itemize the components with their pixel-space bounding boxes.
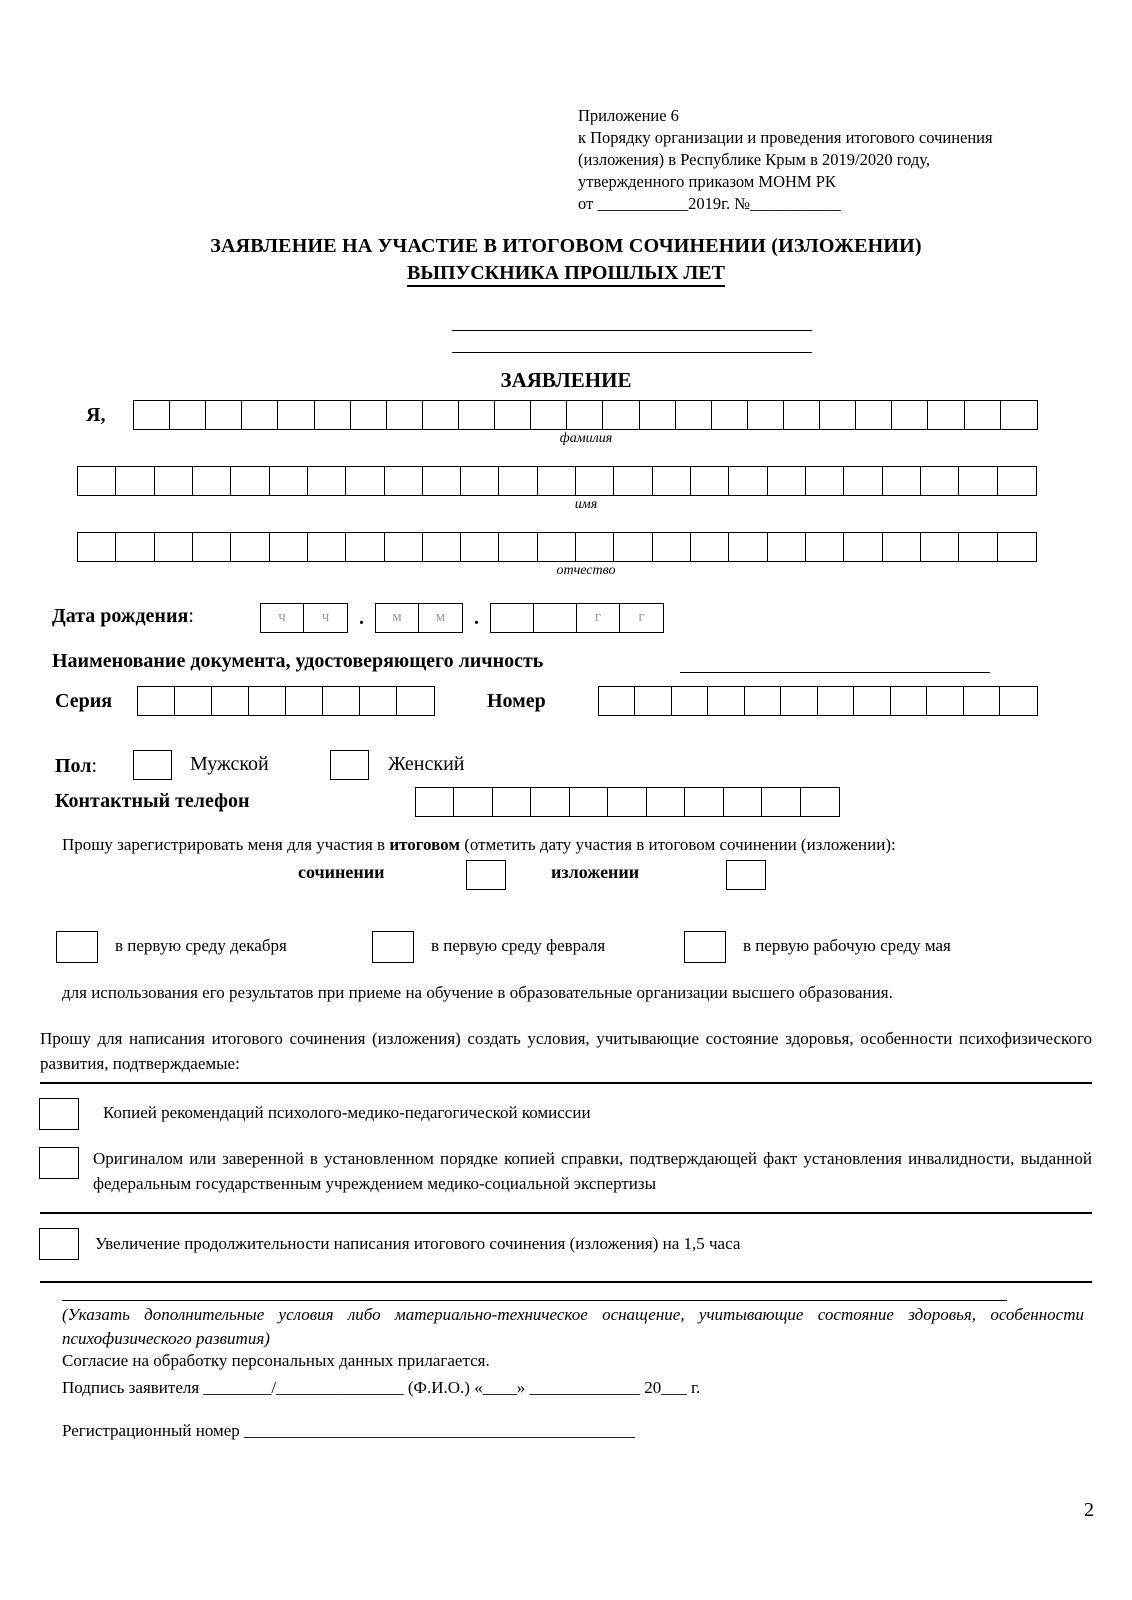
condition-extra-time-checkbox[interactable] — [39, 1228, 79, 1260]
patronymic-cell-19[interactable] — [768, 533, 806, 561]
gender-label-text: Пол — [55, 755, 92, 777]
number-cell-6[interactable] — [781, 687, 817, 715]
phone-label: Контактный телефон — [55, 790, 250, 812]
surname-cell-8[interactable] — [387, 401, 423, 429]
patronymic-cell-12[interactable] — [499, 533, 537, 561]
surname-cell-19[interactable] — [784, 401, 820, 429]
surname-cell-24[interactable] — [965, 401, 1001, 429]
conditions-divider-3 — [40, 1281, 1092, 1283]
number-cell-9[interactable] — [891, 687, 927, 715]
number-cell-1[interactable] — [599, 687, 635, 715]
birth-day-cell-2[interactable]: ч — [321, 609, 330, 625]
patronymic-cell-3[interactable] — [155, 533, 193, 561]
firstname-cell-21[interactable] — [844, 467, 882, 495]
statement-heading: ЗАЯВЛЕНИЕ — [500, 368, 632, 392]
birth-month-input[interactable] — [375, 603, 463, 633]
surname-cell-3[interactable] — [206, 401, 242, 429]
surname-cell-5[interactable] — [278, 401, 314, 429]
option-exposition-checkbox[interactable] — [726, 860, 766, 890]
phone-cell-6[interactable] — [608, 788, 646, 816]
surname-cell-15[interactable] — [640, 401, 676, 429]
phone-cell-7[interactable] — [647, 788, 685, 816]
option-exposition-label: изложении — [551, 862, 640, 882]
patronymic-cell-23[interactable] — [921, 533, 959, 561]
surname-cell-1[interactable] — [134, 401, 170, 429]
number-cell-12[interactable] — [1000, 687, 1036, 715]
firstname-cell-23[interactable] — [921, 467, 959, 495]
firstname-cell-13[interactable] — [538, 467, 576, 495]
phone-cell-3[interactable] — [493, 788, 531, 816]
firstname-cell-6[interactable] — [270, 467, 308, 495]
phone-cell-8[interactable] — [685, 788, 723, 816]
surname-cell-13[interactable] — [567, 401, 603, 429]
surname-cell-7[interactable] — [351, 401, 387, 429]
surname-cell-9[interactable] — [423, 401, 459, 429]
firstname-cell-10[interactable] — [423, 467, 461, 495]
firstname-cell-22[interactable] — [883, 467, 921, 495]
surname-cell-4[interactable] — [242, 401, 278, 429]
firstname-cell-14[interactable] — [576, 467, 614, 495]
number-cell-11[interactable] — [964, 687, 1000, 715]
firstname-cell-4[interactable] — [193, 467, 231, 495]
number-input[interactable] — [598, 686, 1038, 716]
surname-cell-17[interactable] — [712, 401, 748, 429]
firstname-cell-8[interactable] — [346, 467, 384, 495]
firstname-input[interactable] — [77, 466, 1037, 496]
firstname-cell-11[interactable] — [461, 467, 499, 495]
patronymic-cell-9[interactable] — [385, 533, 423, 561]
appendix-header-line-2: к Порядку организации и проведения итогового сочинения — [578, 128, 993, 147]
phone-input[interactable] — [415, 787, 840, 817]
phone-cell-2[interactable] — [454, 788, 492, 816]
firstname-cell-15[interactable] — [614, 467, 652, 495]
patronymic-caption: отчество — [556, 563, 616, 578]
series-cell-2[interactable] — [175, 687, 212, 715]
birth-year-cell-1[interactable] — [491, 604, 534, 632]
gender-male-label: Мужской — [190, 753, 269, 775]
surname-cell-25[interactable] — [1001, 401, 1037, 429]
patronymic-cell-24[interactable] — [959, 533, 997, 561]
additional-conditions-input[interactable] — [62, 1300, 1007, 1301]
date-december-checkbox[interactable] — [56, 931, 98, 963]
surname-cell-12[interactable] — [531, 401, 567, 429]
series-cell-6[interactable] — [323, 687, 360, 715]
firstname-cell-18[interactable] — [729, 467, 767, 495]
page-number: 2 — [1084, 1499, 1094, 1521]
series-label: Серия — [55, 690, 113, 712]
firstname-cell-7[interactable] — [308, 467, 346, 495]
i-label: Я, — [86, 404, 106, 426]
appendix-header-line-5: от ___________2019г. №___________ — [578, 194, 841, 213]
patronymic-cell-18[interactable] — [729, 533, 767, 561]
birth-year-cell-4[interactable]: г — [638, 609, 645, 625]
registration-request-suffix: (отметить дату участия в итоговом сочинении (изложении): — [459, 835, 896, 854]
birth-year-cell-3[interactable]: г — [577, 604, 620, 632]
firstname-cell-19[interactable] — [768, 467, 806, 495]
phone-cell-5[interactable] — [570, 788, 608, 816]
gender-female-checkbox[interactable] — [330, 750, 369, 780]
surname-cell-23[interactable] — [928, 401, 964, 429]
patronymic-cell-8[interactable] — [346, 533, 384, 561]
birth-date-colon: : — [188, 605, 194, 627]
date-may-checkbox[interactable] — [684, 931, 726, 963]
patronymic-cell-1[interactable] — [78, 533, 116, 561]
patronymic-cell-13[interactable] — [538, 533, 576, 561]
series-input[interactable] — [137, 686, 435, 716]
surname-cell-21[interactable] — [856, 401, 892, 429]
patronymic-cell-2[interactable] — [116, 533, 154, 561]
patronymic-cell-5[interactable] — [231, 533, 269, 561]
number-cell-7[interactable] — [818, 687, 854, 715]
series-cell-7[interactable] — [360, 687, 397, 715]
firstname-cell-24[interactable] — [959, 467, 997, 495]
gender-colon: : — [91, 755, 98, 777]
patronymic-cell-17[interactable] — [691, 533, 729, 561]
surname-caption: фамилия — [559, 431, 613, 446]
surname-cell-20[interactable] — [820, 401, 856, 429]
registration-request-text — [62, 832, 992, 857]
firstname-cell-3[interactable] — [155, 467, 193, 495]
surname-cell-14[interactable] — [603, 401, 639, 429]
birth-month-cell-2[interactable]: м — [435, 609, 446, 625]
patronymic-cell-14[interactable] — [576, 533, 614, 561]
firstname-cell-9[interactable] — [385, 467, 423, 495]
blank-rule-1 — [452, 330, 812, 331]
condition-disability-label: Оригиналом или заверенной в установленном порядке копией справки, подтверждающей факт установления инвалидности, выданной федеральным государственным учреждением медико-социальной экспертизы — [93, 1149, 1092, 1193]
page-title-line-1: ЗАЯВЛЕНИЕ НА УЧАСТИЕ В ИТОГОВОМ СОЧИНЕНИИ (ИЗЛОЖЕНИИ) — [210, 235, 922, 257]
birth-date-fields[interactable] — [260, 603, 664, 633]
condition-pmpk-label: Копией рекомендаций психолого-медико-педагогической комиссии — [103, 1103, 591, 1122]
patronymic-cell-15[interactable] — [614, 533, 652, 561]
firstname-cell-2[interactable] — [116, 467, 154, 495]
patronymic-cell-22[interactable] — [883, 533, 921, 561]
patronymic-cell-7[interactable] — [308, 533, 346, 561]
number-cell-2[interactable] — [635, 687, 671, 715]
surname-cell-18[interactable] — [748, 401, 784, 429]
number-label: Номер — [487, 690, 546, 712]
patronymic-cell-16[interactable] — [653, 533, 691, 561]
appendix-header — [578, 105, 1078, 215]
registration-number-line[interactable]: Регистрационный номер ______________________________________________ — [62, 1421, 636, 1440]
date-may-label: в первую рабочую среду мая — [743, 936, 951, 955]
gender-female-label: Женский — [388, 753, 465, 775]
number-cell-8[interactable] — [854, 687, 890, 715]
series-cell-3[interactable] — [212, 687, 249, 715]
patronymic-cell-25[interactable] — [998, 533, 1036, 561]
series-cell-1[interactable] — [138, 687, 175, 715]
patronymic-cell-4[interactable] — [193, 533, 231, 561]
phone-cell-9[interactable] — [724, 788, 762, 816]
firstname-cell-20[interactable] — [806, 467, 844, 495]
firstname-cell-12[interactable] — [499, 467, 537, 495]
registration-request-bold: итоговом — [389, 835, 460, 854]
condition-extra-time-label: Увеличение продолжительности написания итогового сочинения (изложения) на 1,5 часа — [95, 1234, 741, 1253]
conditions-intro: Прошу для написания итогового сочинения (изложения) создать условия, учитывающие состояние здоровья, особенности психофизического развития, подтверждаемые: — [40, 1029, 1092, 1073]
surname-cell-2[interactable] — [170, 401, 206, 429]
birth-year-input[interactable] — [490, 603, 664, 633]
blank-rule-2 — [452, 352, 812, 353]
birth-date-separator-1: . — [359, 606, 364, 629]
patronymic-input[interactable] — [77, 532, 1037, 562]
number-cell-3[interactable] — [672, 687, 708, 715]
firstname-caption: имя — [574, 497, 598, 512]
phone-cell-11[interactable] — [801, 788, 839, 816]
date-february-checkbox[interactable] — [372, 931, 414, 963]
surname-cell-11[interactable] — [495, 401, 531, 429]
page-title-line-2-text: ВЫПУСКНИКА ПРОШЛЫХ ЛЕТ — [407, 262, 725, 287]
identity-document-input[interactable] — [680, 672, 990, 673]
birth-date-separator-2: . — [474, 606, 479, 629]
surname-cell-6[interactable] — [315, 401, 351, 429]
firstname-cell-16[interactable] — [653, 467, 691, 495]
date-december-label: в первую среду декабря — [115, 936, 287, 955]
registration-request-prefix: Прошу зарегистрировать меня для участия в — [62, 835, 390, 854]
page-title-line-2 — [0, 262, 1132, 285]
appendix-header-line-1: Приложение 6 — [578, 106, 679, 125]
appendix-header-line-4: утвержденного приказом МОНМ РК — [578, 172, 836, 191]
series-cell-8[interactable] — [397, 687, 434, 715]
signature-line[interactable]: Подпись заявителя ________/_______________ (Ф.И.О.) «____» _____________ 20___ г. — [62, 1378, 701, 1397]
number-cell-10[interactable] — [927, 687, 963, 715]
patronymic-cell-21[interactable] — [844, 533, 882, 561]
firstname-cell-1[interactable] — [78, 467, 116, 495]
condition-disability-checkbox[interactable] — [39, 1147, 79, 1179]
date-february-label: в первую среду февраля — [431, 936, 606, 955]
option-essay-label: сочинении — [298, 862, 385, 882]
option-essay-checkbox[interactable] — [466, 860, 506, 890]
surname-cell-10[interactable] — [459, 401, 495, 429]
phone-cell-4[interactable] — [531, 788, 569, 816]
phone-cell-1[interactable] — [416, 788, 454, 816]
gender-label — [55, 755, 97, 778]
patronymic-cell-20[interactable] — [806, 533, 844, 561]
patronymic-cell-6[interactable] — [270, 533, 308, 561]
patronymic-cell-10[interactable] — [423, 533, 461, 561]
birth-day-input[interactable] — [260, 603, 348, 633]
birth-day-cell-1[interactable]: ч — [261, 604, 304, 632]
birth-year-cell-2[interactable] — [534, 604, 577, 632]
surname-cell-16[interactable] — [676, 401, 712, 429]
surname-cell-22[interactable] — [892, 401, 928, 429]
birth-date-label-text: Дата рождения — [52, 605, 189, 627]
number-cell-4[interactable] — [708, 687, 744, 715]
series-cell-5[interactable] — [286, 687, 323, 715]
series-cell-4[interactable] — [249, 687, 286, 715]
purpose-text: для использования его результатов при приеме на обучение в образовательные организации высшего образования. — [62, 983, 893, 1002]
additional-conditions-note: (Указать дополнительные условия либо материально-техническое оснащение, учитывающие состояние здоровья, особенности психофизического развития) — [62, 1305, 1084, 1348]
firstname-cell-17[interactable] — [691, 467, 729, 495]
phone-cell-10[interactable] — [762, 788, 800, 816]
conditions-divider-1 — [40, 1082, 1092, 1084]
appendix-header-line-3: (изложения) в Республике Крым в 2019/2020 году, — [578, 150, 930, 169]
birth-month-cell-1[interactable]: м — [376, 604, 419, 632]
condition-pmpk-checkbox[interactable] — [39, 1098, 79, 1130]
number-cell-5[interactable] — [745, 687, 781, 715]
firstname-cell-25[interactable] — [998, 467, 1036, 495]
consent-text: Согласие на обработку персональных данных прилагается. — [62, 1351, 490, 1370]
identity-document-label: Наименование документа, удостоверяющего личность — [52, 650, 544, 672]
birth-date-label — [52, 605, 194, 628]
patronymic-cell-11[interactable] — [461, 533, 499, 561]
conditions-divider-2 — [40, 1212, 1092, 1214]
gender-male-checkbox[interactable] — [133, 750, 172, 780]
firstname-cell-5[interactable] — [231, 467, 269, 495]
surname-input[interactable] — [133, 400, 1038, 430]
